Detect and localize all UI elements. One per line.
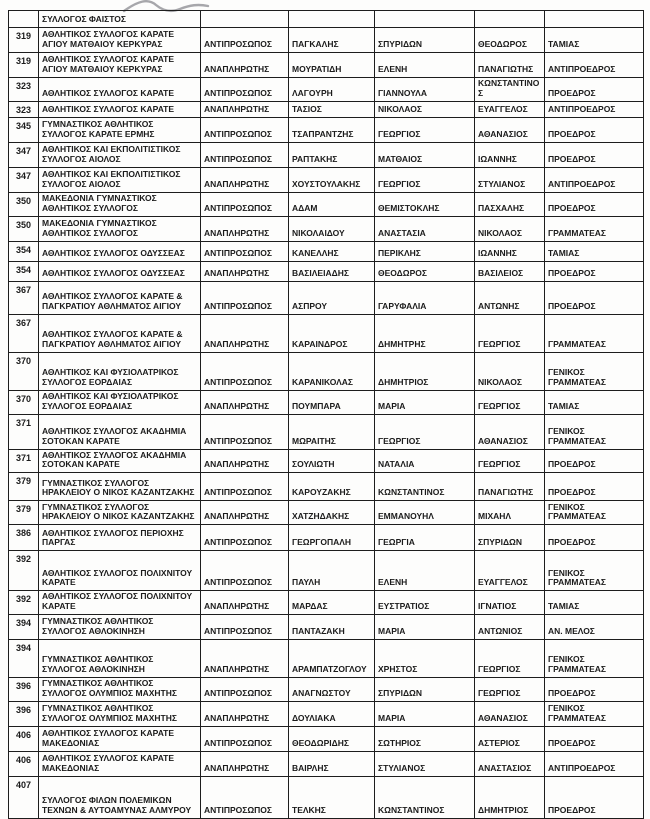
cell-first-name: ΘΕΟΔΩΡΟΣ [375, 261, 475, 281]
cell-id: 350 [9, 193, 39, 217]
cell-surname: ΜΟΥΡΑΤΙΔΗ [289, 53, 375, 78]
cell-role: ΑΝΑΠΛΗΡΩΤΗΣ [201, 640, 289, 678]
cell-first-name: ΚΩΝΣΤΑΝΤΙΝΟΣ [375, 473, 475, 501]
cell-role: ΑΝΤΙΠΡΟΣΩΠΟΣ [201, 615, 289, 640]
cell-father-name: ΑΘΑΝΑΣΙΟΣ [475, 414, 545, 449]
cell-first-name: ΜΑΡΙΑ [375, 390, 475, 414]
table-row [9, 701, 644, 726]
table-row [9, 118, 644, 143]
table-row [9, 78, 644, 102]
cell-role: ΑΝΤΙΠΡΟΣΩΠΟΣ [201, 473, 289, 501]
cell-id: 379 [9, 501, 39, 525]
cell-father-name: ΔΗΜΗΤΡΙΟΣ [475, 776, 545, 818]
cell-id: 394 [9, 640, 39, 678]
cell-surname: ΣΟΥΛΙΩΤΗ [289, 449, 375, 473]
cell-club-name: ΑΘΛΗΤΙΚΟΣ ΚΑΙ ΕΚΠΟΛΙΤΙΣΤΙΚΟΣ ΣΥΛΛΟΓΟΣ ΑΙΟΛΟΣ [39, 168, 201, 193]
cell-club-name: ΓΥΜΝΑΣΤΙΚΟΣ ΑΘΛΗΤΙΚΟΣ ΣΥΛΛΟΓΟΣ ΟΛΥΜΠΙΟΣ ΜΑΧΗΤΗΣ [39, 701, 201, 726]
cell-father-name: ΠΑΣΧΑΛΗΣ [475, 193, 545, 217]
cell-id: 371 [9, 449, 39, 473]
cell-id: 347 [9, 143, 39, 168]
cell-first-name: ΚΩΝΣΤΑΝΤΙΝΟΣ [375, 776, 475, 818]
cell-first-name: ΕΜΜΑΝΟΥΗΛ [375, 501, 475, 525]
cell-father-name: ΙΩΑΝΝΗΣ [475, 143, 545, 168]
cell-id: 347 [9, 168, 39, 193]
cell-father-name: ΓΕΩΡΓΙΟΣ [475, 314, 545, 352]
cell-surname: ΚΑΡΟΥΖΑΚΗΣ [289, 473, 375, 501]
cell-position: ΓΕΝΙΚΟΣ ΓΡΑΜΜΑΤΕΑΣ [545, 640, 644, 678]
table-row [9, 281, 644, 314]
cell-father-name: ΓΕΩΡΓΙΟΣ [475, 678, 545, 702]
cell-position: ΠΡΟΕΔΡΟΣ [545, 449, 644, 473]
cell-role: ΑΝΤΙΠΡΟΣΩΠΟΣ [201, 776, 289, 818]
cell-role: ΑΝΤΙΠΡΟΣΩΠΟΣ [201, 726, 289, 751]
cell-position: ΤΑΜΙΑΣ [545, 241, 644, 261]
cell-first-name: ΓΕΩΡΓΙΟΣ [375, 168, 475, 193]
cell-first-name: ΓΙΑΝΝΟΥΛΑ [375, 78, 475, 102]
cell-role: ΑΝΑΠΛΗΡΩΤΗΣ [201, 168, 289, 193]
cell-father-name: ΣΠΥΡΙΔΩΝ [475, 525, 545, 551]
cell-role: ΑΝΤΙΠΡΟΣΩΠΟΣ [201, 143, 289, 168]
cell-role: ΑΝΑΠΛΗΡΩΤΗΣ [201, 591, 289, 615]
cell-position: ΑΝΤΙΠΡΟΕΔΡΟΣ [545, 168, 644, 193]
cell-father-name: ΙΓΝΑΤΙΟΣ [475, 591, 545, 615]
cell-surname: ΠΑΓΚΑΛΗΣ [289, 28, 375, 53]
registry-table [8, 10, 644, 819]
cell-id: 370 [9, 390, 39, 414]
table-row [9, 168, 644, 193]
cell-club-name: ΑΘΛΗΤΙΚΟΣ ΣΥΛΛΟΓΟΣ ΚΑΡΑΤΕ ΑΓΙΟΥ ΜΑΤΘΑΙΟΥ ΚΕΡΚΥΡΑΣ [39, 53, 201, 78]
cell-role: ΑΝΑΠΛΗΡΩΤΗΣ [201, 751, 289, 776]
cell-position: ΠΡΟΕΔΡΟΣ [545, 525, 644, 551]
cell-first-name: ΕΛΕΝΗ [375, 551, 475, 591]
cell-surname [289, 11, 375, 28]
cell-club-name: ΑΘΛΗΤΙΚΟΣ ΣΥΛΛΟΓΟΣ ΚΑΡΑΤΕ & ΠΑΓΚΡΑΤΙΟΥ ΑΘΛΗΜΑΤΟΣ ΑΙΓΙΟΥ [39, 281, 201, 314]
cell-position: ΠΡΟΕΔΡΟΣ [545, 776, 644, 818]
cell-father-name: ΕΥΑΓΓΕΛΟΣ [475, 551, 545, 591]
cell-id: 379 [9, 473, 39, 501]
cell-position: ΠΡΟΕΔΡΟΣ [545, 473, 644, 501]
cell-club-name: ΑΘΛΗΤΙΚΟΣ ΣΥΛΛΟΓΟΣ ΑΚΑΔΗΜΙΑ ΣΟΤΟΚΑΝ ΚΑΡΑΤΕ [39, 449, 201, 473]
table-row [9, 551, 644, 591]
table-row [9, 390, 644, 414]
cell-club-name: ΑΘΛΗΤΙΚΟΣ ΣΥΛΛΟΓΟΣ ΚΑΡΑΤΕ ΜΑΚΕΔΟΝΙΑΣ [39, 751, 201, 776]
cell-club-name: ΑΘΛΗΤΙΚΟΣ ΚΑΙ ΕΚΠΟΛΙΤΙΣΤΙΚΟΣ ΣΥΛΛΟΓΟΣ ΑΙΟΛΟΣ [39, 143, 201, 168]
cell-position: ΑΝ. ΜΕΛΟΣ [545, 615, 644, 640]
cell-role: ΑΝΤΙΠΡΟΣΩΠΟΣ [201, 414, 289, 449]
cell-position: ΓΕΝΙΚΟΣ ΓΡΑΜΜΑΤΕΑΣ [545, 414, 644, 449]
cell-position: ΤΑΜΙΑΣ [545, 591, 644, 615]
cell-father-name: ΝΙΚΟΛΑΟΣ [475, 216, 545, 241]
cell-father-name: ΕΥΑΓΓΕΛΟΣ [475, 101, 545, 117]
cell-position: ΤΑΜΙΑΣ [545, 390, 644, 414]
cell-first-name: ΝΙΚΟΛΑΟΣ [375, 101, 475, 117]
table-row [9, 678, 644, 702]
cell-position: ΤΑΜΙΑΣ [545, 28, 644, 53]
cell-id: 323 [9, 101, 39, 117]
cell-surname: ΘΕΟΔΩΡΙΔΗΣ [289, 726, 375, 751]
table-row [9, 261, 644, 281]
cell-father-name: ΘΕΟΔΩΡΟΣ [475, 28, 545, 53]
cell-role: ΑΝΤΙΠΡΟΣΩΠΟΣ [201, 241, 289, 261]
cell-position: ΓΕΝΙΚΟΣ ΓΡΑΜΜΑΤΕΑΣ [545, 501, 644, 525]
cell-role: ΑΝΑΠΛΗΡΩΤΗΣ [201, 701, 289, 726]
table-row [9, 473, 644, 501]
cell-role: ΑΝΑΠΛΗΡΩΤΗΣ [201, 449, 289, 473]
table-row [9, 776, 644, 818]
table-row [9, 751, 644, 776]
cell-first-name: ΑΝΑΣΤΑΣΙΑ [375, 216, 475, 241]
cell-club-name: ΑΘΛΗΤΙΚΟΣ ΣΥΛΛΟΓΟΣ ΠΟΛΙΧΝΙΤΟΥ ΚΑΡΑΤΕ [39, 591, 201, 615]
cell-position: ΓΡΑΜΜΑΤΕΑΣ [545, 216, 644, 241]
cell-first-name: ΠΕΡΙΚΛΗΣ [375, 241, 475, 261]
cell-id: 370 [9, 352, 39, 390]
cell-id [9, 11, 39, 28]
cell-first-name: ΣΤΥΛΙΑΝΟΣ [375, 751, 475, 776]
cell-position: ΑΝΤΙΠΡΟΕΔΡΟΣ [545, 751, 644, 776]
cell-position: ΠΡΟΕΔΡΟΣ [545, 78, 644, 102]
cell-first-name: ΣΠΥΡΙΔΩΝ [375, 678, 475, 702]
cell-surname: ΔΟΥΛΙΑΚΑ [289, 701, 375, 726]
cell-first-name: ΜΑΤΘΑΙΟΣ [375, 143, 475, 168]
cell-first-name: ΕΛΕΝΗ [375, 53, 475, 78]
cell-surname: ΛΑΓΟΥΡΗ [289, 78, 375, 102]
table-row [9, 11, 644, 28]
cell-club-name: ΑΘΛΗΤΙΚΟΣ ΣΥΛΛΟΓΟΣ ΚΑΡΑΤΕ ΑΓΙΟΥ ΜΑΤΘΑΙΟΥ ΚΕΡΚΥΡΑΣ [39, 28, 201, 53]
cell-surname: ΑΔΑΜ [289, 193, 375, 217]
cell-position: ΠΡΟΕΔΡΟΣ [545, 193, 644, 217]
table-row [9, 449, 644, 473]
cell-first-name: ΓΕΩΡΓΙΟΣ [375, 118, 475, 143]
cell-surname: ΠΑΝΤΑΖΑΚΗ [289, 615, 375, 640]
cell-first-name: ΔΗΜΗΤΡΗΣ [375, 314, 475, 352]
cell-role: ΑΝΤΙΠΡΟΣΩΠΟΣ [201, 118, 289, 143]
cell-father-name: ΑΣΤΕΡΙΟΣ [475, 726, 545, 751]
cell-first-name: ΜΑΡΙΑ [375, 701, 475, 726]
cell-id: 406 [9, 726, 39, 751]
cell-first-name: ΘΕΜΙΣΤΟΚΛΗΣ [375, 193, 475, 217]
cell-club-name: ΑΘΛΗΤΙΚΟΣ ΣΥΛΛΟΓΟΣ ΟΔΥΣΣΕΑΣ [39, 261, 201, 281]
cell-club-name: ΑΘΛΗΤΙΚΟΣ ΣΥΛΛΟΓΟΣ ΚΑΡΑΤΕ & ΠΑΓΚΡΑΤΙΟΥ ΑΘΛΗΜΑΤΟΣ ΑΙΓΙΟΥ [39, 314, 201, 352]
cell-club-name: ΓΥΜΝΑΣΤΙΚΟΣ ΑΘΛΗΤΙΚΟΣ ΣΥΛΛΟΓΟΣ ΚΑΡΑΤΕ ΕΡΜΗΣ [39, 118, 201, 143]
table-row [9, 143, 644, 168]
cell-club-name: ΑΘΛΗΤΙΚΟΣ ΚΑΙ ΦΥΣΙΟΛΑΤΡΙΚΟΣ ΣΥΛΛΟΓΟΣ ΕΟΡΔΑΙΑΣ [39, 390, 201, 414]
cell-club-name: ΑΘΛΗΤΙΚΟΣ ΣΥΛΛΟΓΟΣ ΠΟΛΙΧΝΙΤΟΥ ΚΑΡΑΤΕ [39, 551, 201, 591]
cell-role: ΑΝΤΙΠΡΟΣΩΠΟΣ [201, 281, 289, 314]
cell-role: ΑΝΑΠΛΗΡΩΤΗΣ [201, 501, 289, 525]
cell-club-name: ΑΘΛΗΤΙΚΟΣ ΣΥΛΛΟΓΟΣ ΟΔΥΣΣΕΑΣ [39, 241, 201, 261]
cell-father-name: ΝΙΚΟΛΑΟΣ [475, 352, 545, 390]
cell-first-name: ΔΗΜΗΤΡΙΟΣ [375, 352, 475, 390]
cell-club-name: ΜΑΚΕΔΟΝΙΑ ΓΥΜΝΑΣΤΙΚΟΣ ΑΘΛΗΤΙΚΟΣ ΣΥΛΛΟΓΟΣ [39, 216, 201, 241]
table-row [9, 501, 644, 525]
cell-position: ΠΡΟΕΔΡΟΣ [545, 678, 644, 702]
cell-position: ΓΕΝΙΚΟΣ ΓΡΑΜΜΑΤΕΑΣ [545, 701, 644, 726]
cell-id: 406 [9, 751, 39, 776]
cell-father-name: ΑΝΤΩΝΙΟΣ [475, 615, 545, 640]
cell-role: ΑΝΑΠΛΗΡΩΤΗΣ [201, 101, 289, 117]
cell-role: ΑΝΑΠΛΗΡΩΤΗΣ [201, 216, 289, 241]
cell-position [545, 11, 644, 28]
cell-club-name: ΓΥΜΝΑΣΤΙΚΟΣ ΑΘΛΗΤΙΚΟΣ ΣΥΛΛΟΓΟΣ ΑΘΛΟΚΙΝΗΣΗ [39, 615, 201, 640]
table-row [9, 53, 644, 78]
cell-first-name: ΜΑΡΙΑ [375, 615, 475, 640]
cell-id: 354 [9, 261, 39, 281]
cell-surname: ΚΑΡΑΙΝΔΡΟΣ [289, 314, 375, 352]
cell-father-name: ΚΩΝΣΤΑΝΤΙΝΟΣ [475, 78, 545, 102]
cell-father-name: ΑΘΑΝΑΣΙΟΣ [475, 701, 545, 726]
cell-position: ΑΝΤΙΠΡΟΕΔΡΟΣ [545, 101, 644, 117]
cell-surname: ΓΕΩΡΓΟΠΑΛΗ [289, 525, 375, 551]
cell-first-name: ΓΑΡΥΦΑΛΙΑ [375, 281, 475, 314]
cell-surname: ΧΟΥΣΤΟΥΛΑΚΗΣ [289, 168, 375, 193]
cell-position: ΑΝΤΙΠΡΟΕΔΡΟΣ [545, 53, 644, 78]
cell-father-name: ΒΑΣΙΛΕΙΟΣ [475, 261, 545, 281]
cell-father-name: ΑΝΤΩΝΗΣ [475, 281, 545, 314]
cell-position: ΓΕΝΙΚΟΣ ΓΡΑΜΜΑΤΕΑΣ [545, 551, 644, 591]
cell-surname: ΑΝΑΓΝΩΣΤΟΥ [289, 678, 375, 702]
cell-id: 319 [9, 28, 39, 53]
cell-surname: ΠΟΥΜΠΑΡΑ [289, 390, 375, 414]
cell-surname: ΑΡΑΜΠΑΤΖΟΓΛΟΥ [289, 640, 375, 678]
table-row [9, 640, 644, 678]
cell-father-name [475, 11, 545, 28]
cell-father-name: ΠΑΝΑΓΙΩΤΗΣ [475, 53, 545, 78]
cell-surname: ΑΣΠΡΟΥ [289, 281, 375, 314]
cell-club-name: ΓΥΜΝΑΣΤΙΚΟΣ ΣΥΛΛΟΓΟΣ ΗΡΑΚΛΕΙΟΥ Ο ΝΙΚΟΣ ΚΑΖΑΝΤΖΑΚΗΣ [39, 473, 201, 501]
cell-id: 396 [9, 678, 39, 702]
cell-father-name: ΓΕΩΡΓΙΟΣ [475, 640, 545, 678]
cell-surname: ΜΩΡΑΙΤΗΣ [289, 414, 375, 449]
cell-club-name: ΓΥΜΝΑΣΤΙΚΟΣ ΑΘΛΗΤΙΚΟΣ ΣΥΛΛΟΓΟΣ ΑΘΛΟΚΙΝΗΣΗ [39, 640, 201, 678]
cell-surname: ΜΑΡΔΑΣ [289, 591, 375, 615]
cell-id: 396 [9, 701, 39, 726]
cell-father-name: ΓΕΩΡΓΙΟΣ [475, 390, 545, 414]
cell-club-name: ΑΘΛΗΤΙΚΟΣ ΣΥΛΛΟΓΟΣ ΚΑΡΑΤΕ [39, 101, 201, 117]
cell-first-name: ΕΥΣΤΡΑΤΙΟΣ [375, 591, 475, 615]
table-row [9, 241, 644, 261]
table-row [9, 101, 644, 117]
cell-position: ΠΡΟΕΔΡΟΣ [545, 726, 644, 751]
cell-role: ΑΝΑΠΛΗΡΩΤΗΣ [201, 53, 289, 78]
table-row [9, 193, 644, 217]
cell-surname: ΧΑΤΖΗΔΑΚΗΣ [289, 501, 375, 525]
table-row [9, 525, 644, 551]
table-row [9, 352, 644, 390]
cell-id: 319 [9, 53, 39, 78]
cell-position: ΠΡΟΕΔΡΟΣ [545, 118, 644, 143]
table-row [9, 216, 644, 241]
cell-father-name: ΑΝΑΣΤΑΣΙΟΣ [475, 751, 545, 776]
cell-club-name: ΓΥΜΝΑΣΤΙΚΟΣ ΑΘΛΗΤΙΚΟΣ ΣΥΛΛΟΓΟΣ ΟΛΥΜΠΙΟΣ ΜΑΧΗΤΗΣ [39, 678, 201, 702]
cell-id: 407 [9, 776, 39, 818]
cell-position: ΠΡΟΕΔΡΟΣ [545, 261, 644, 281]
cell-id: 354 [9, 241, 39, 261]
cell-surname: ΤΣΑΠΡΑΝΤΖΗΣ [289, 118, 375, 143]
cell-surname: ΝΙΚΟΛΑΙΔΟΥ [289, 216, 375, 241]
cell-club-name: ΓΥΜΝΑΣΤΙΚΟΣ ΣΥΛΛΟΓΟΣ ΗΡΑΚΛΕΙΟΥ Ο ΝΙΚΟΣ ΚΑΖΑΝΤΖΑΚΗΣ [39, 501, 201, 525]
cell-id: 367 [9, 281, 39, 314]
cell-first-name: ΧΡΗΣΤΟΣ [375, 640, 475, 678]
cell-surname: ΡΑΠΤΑΚΗΣ [289, 143, 375, 168]
cell-surname: ΠΑΥΛΗ [289, 551, 375, 591]
table-row [9, 615, 644, 640]
registry-table-body [9, 11, 644, 819]
cell-role: ΑΝΑΠΛΗΡΩΤΗΣ [201, 390, 289, 414]
cell-position: ΓΕΝΙΚΟΣ ΓΡΑΜΜΑΤΕΑΣ [545, 352, 644, 390]
cell-role: ΑΝΤΙΠΡΟΣΩΠΟΣ [201, 193, 289, 217]
cell-club-name: ΑΘΛΗΤΙΚΟΣ ΣΥΛΛΟΓΟΣ ΠΕΡΙΟΧΗΣ ΠΑΡΓΑΣ [39, 525, 201, 551]
cell-father-name: ΣΤΥΛΙΑΝΟΣ [475, 168, 545, 193]
cell-surname: ΚΑΡΑΝΙΚΟΛΑΣ [289, 352, 375, 390]
cell-id: 392 [9, 551, 39, 591]
cell-role [201, 11, 289, 28]
cell-id: 394 [9, 615, 39, 640]
cell-role: ΑΝΑΠΛΗΡΩΤΗΣ [201, 314, 289, 352]
cell-surname: ΤΕΛΚΗΣ [289, 776, 375, 818]
cell-club-name: ΣΥΛΛΟΓΟΣ ΦΙΛΩΝ ΠΟΛΕΜΙΚΩΝ ΤΕΧΝΩΝ & ΑΥΤΟΑΜΥΝΑΣ ΑΛΜΥΡΟΥ [39, 776, 201, 818]
table-row [9, 414, 644, 449]
cell-role: ΑΝΤΙΠΡΟΣΩΠΟΣ [201, 28, 289, 53]
cell-first-name: ΓΕΩΡΓΙΑ [375, 525, 475, 551]
cell-club-name: ΑΘΛΗΤΙΚΟΣ ΚΑΙ ΦΥΣΙΟΛΑΤΡΙΚΟΣ ΣΥΛΛΟΓΟΣ ΕΟΡΔΑΙΑΣ [39, 352, 201, 390]
cell-club-name: ΑΘΛΗΤΙΚΟΣ ΣΥΛΛΟΓΟΣ ΑΚΑΔΗΜΙΑ ΣΟΤΟΚΑΝ ΚΑΡΑΤΕ [39, 414, 201, 449]
cell-surname: ΒΑΣΙΛΕΙΑΔΗΣ [289, 261, 375, 281]
cell-father-name: ΑΘΑΝΑΣΙΟΣ [475, 118, 545, 143]
cell-club-name: ΣΥΛΛΟΓΟΣ ΦΑΙΣΤΟΣ [39, 11, 201, 28]
cell-club-name: ΑΘΛΗΤΙΚΟΣ ΣΥΛΛΟΓΟΣ ΚΑΡΑΤΕ [39, 78, 201, 102]
table-row [9, 726, 644, 751]
cell-role: ΑΝΤΙΠΡΟΣΩΠΟΣ [201, 78, 289, 102]
cell-surname: ΚΑΝΕΛΛΗΣ [289, 241, 375, 261]
cell-role: ΑΝΤΙΠΡΟΣΩΠΟΣ [201, 678, 289, 702]
cell-surname: ΤΑΣΙΟΣ [289, 101, 375, 117]
cell-id: 323 [9, 78, 39, 102]
table-row [9, 591, 644, 615]
cell-club-name: ΜΑΚΕΔΟΝΙΑ ΓΥΜΝΑΣΤΙΚΟΣ ΑΘΛΗΤΙΚΟΣ ΣΥΛΛΟΓΟΣ [39, 193, 201, 217]
cell-first-name: ΣΠΥΡΙΔΩΝ [375, 28, 475, 53]
cell-role: ΑΝΤΙΠΡΟΣΩΠΟΣ [201, 551, 289, 591]
table-row [9, 28, 644, 53]
cell-id: 392 [9, 591, 39, 615]
cell-first-name [375, 11, 475, 28]
cell-role: ΑΝΤΙΠΡΟΣΩΠΟΣ [201, 352, 289, 390]
cell-first-name: ΣΩΤΗΡΙΟΣ [375, 726, 475, 751]
cell-first-name: ΓΕΩΡΓΙΟΣ [375, 414, 475, 449]
cell-id: 386 [9, 525, 39, 551]
cell-role: ΑΝΑΠΛΗΡΩΤΗΣ [201, 261, 289, 281]
cell-id: 350 [9, 216, 39, 241]
cell-id: 367 [9, 314, 39, 352]
cell-father-name: ΜΙΧΑΗΛ [475, 501, 545, 525]
cell-father-name: ΠΑΝΑΓΙΩΤΗΣ [475, 473, 545, 501]
cell-father-name: ΓΕΩΡΓΙΟΣ [475, 449, 545, 473]
cell-id: 345 [9, 118, 39, 143]
cell-position: ΓΡΑΜΜΑΤΕΑΣ [545, 314, 644, 352]
table-row [9, 314, 644, 352]
cell-id: 371 [9, 414, 39, 449]
cell-surname: ΒΑΙΡΛΗΣ [289, 751, 375, 776]
cell-father-name: ΙΩΑΝΝΗΣ [475, 241, 545, 261]
cell-role: ΑΝΤΙΠΡΟΣΩΠΟΣ [201, 525, 289, 551]
cell-first-name: ΝΑΤΑΛΙΑ [375, 449, 475, 473]
cell-position: ΠΡΟΕΔΡΟΣ [545, 143, 644, 168]
cell-position: ΠΡΟΕΔΡΟΣ [545, 281, 644, 314]
cell-club-name: ΑΘΛΗΤΙΚΟΣ ΣΥΛΛΟΓΟΣ ΚΑΡΑΤΕ ΜΑΚΕΔΟΝΙΑΣ [39, 726, 201, 751]
